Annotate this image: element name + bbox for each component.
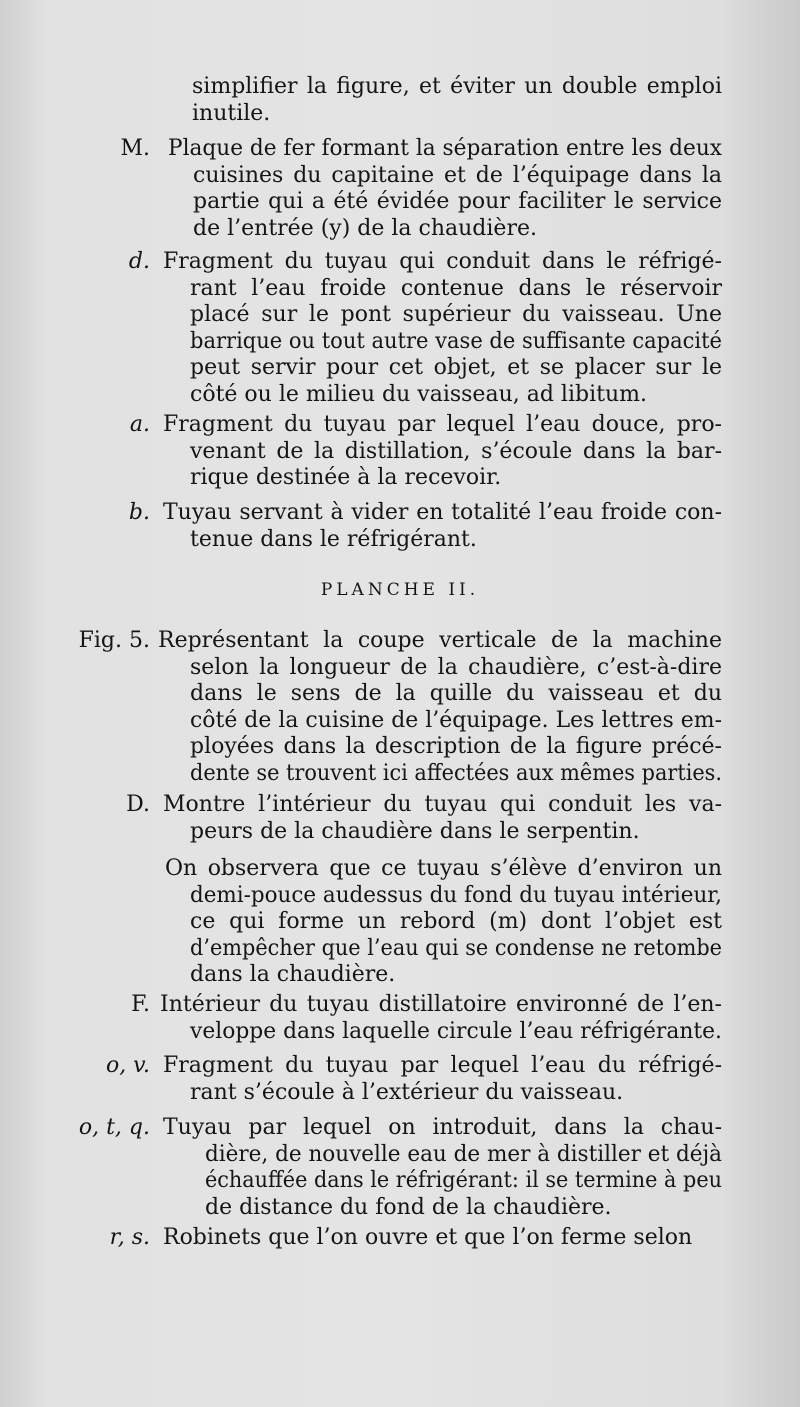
text-line: Robinets que l’on ouvre et que l’on ferme selon [163,1225,693,1250]
text-line: Tuyau servant à vider en totalité l’eau froide con- [163,500,722,525]
entry-label: D. [126,792,150,817]
text-line: partie qui a été évidée pour faciliter le service [193,189,722,214]
entry-label: a. [129,412,150,437]
text-line: dente se trouvent ici affectées aux mêmes parties. [190,760,722,786]
text-line: échauffée dans le réfrigérant: il se termine à peu [205,1168,722,1193]
text-line: On observera que ce tuyau s’élève d’environ un [165,856,722,881]
text-line: côté ou le milieu du vaisseau, ad libitum. [190,381,647,407]
text-line: selon la longueur de la chaudière, c’est-à-dire [190,654,722,680]
entry-label: M. [120,136,150,161]
text-line: rant l’eau froide contenue dans le réservoir [190,275,722,301]
text-line: peut servir pour cet objet, et se placer sur le [190,355,722,380]
entry-label: b. [128,500,150,525]
text-line: ployées dans la description de la figure précé- [190,734,722,759]
text-line: Fragment du tuyau par lequel l’eau du réfrigé- [163,1053,722,1078]
text-line: Représentant la coupe verticale de la machine [158,628,722,653]
text-line: Montre l’intérieur du tuyau qui conduit les va- [163,792,722,817]
text-line: dans la chaudière. [190,962,396,987]
text-line: Intérieur du tuyau distillatoire environné de l’en- [160,992,722,1017]
text-line: tenue dans le réfrigérant. [190,526,477,552]
entry-label: o, v. [105,1053,150,1078]
text-line: placé sur le pont supérieur du vaisseau. Une [190,302,722,327]
text-line: inutile. [192,100,271,126]
text-line: peurs de la chaudière dans le serpentin. [190,818,640,844]
text-line: d’empêcher que l’eau qui se condense ne retombe [190,935,722,961]
plate-heading: PLANCHE II. [320,580,480,600]
text-line: de distance du fond de la chaudière. [205,1194,612,1220]
entry-label: r, s. [109,1225,150,1250]
text-line: côté de la cuisine de l’équipage. Les lettres em- [190,707,722,733]
text-line: veloppe dans laquelle circule l’eau réfrigérante. [190,1018,722,1044]
text-line: dière, de nouvelle eau de mer à distiller et déjà [205,1141,722,1167]
text-line: simplifier la figure, et éviter un double emploi [192,74,722,99]
text-line: Plaque de fer formant la séparation entre les deux [168,136,722,161]
text-line: de l’entrée (y) de la chaudière. [193,215,537,241]
entry-label: o, t, q. [78,1115,150,1140]
text-line: rant s’écoule à l’extérieur du vaisseau. [190,1079,624,1105]
text-line: ce qui forme un rebord (m) dont l’objet est [190,909,722,934]
text-line: dans le sens de la quille du vaisseau et du [190,681,722,706]
text-line: venant de la distillation, s’écoule dans la bar- [190,438,722,464]
text-line: cuisines du capitaine et de l’équipage dans la [193,162,722,188]
text-line: Tuyau par lequel on introduit, dans la chau- [163,1115,722,1140]
entry-label: d. [128,249,150,274]
text-line: demi-pouce audessus du fond du tuyau intérieur, [190,882,722,908]
text-line: barrique ou tout autre vase de suffisante capacité [190,328,722,354]
entry-label: F. [131,992,150,1017]
text-line: rique destinée à la recevoir. [190,465,502,490]
entry-label: Fig. 5. [78,628,150,653]
text-line: Fragment du tuyau par lequel l’eau douce, pro- [163,412,722,437]
text-line: Fragment du tuyau qui conduit dans le réfrigé- [163,249,722,274]
